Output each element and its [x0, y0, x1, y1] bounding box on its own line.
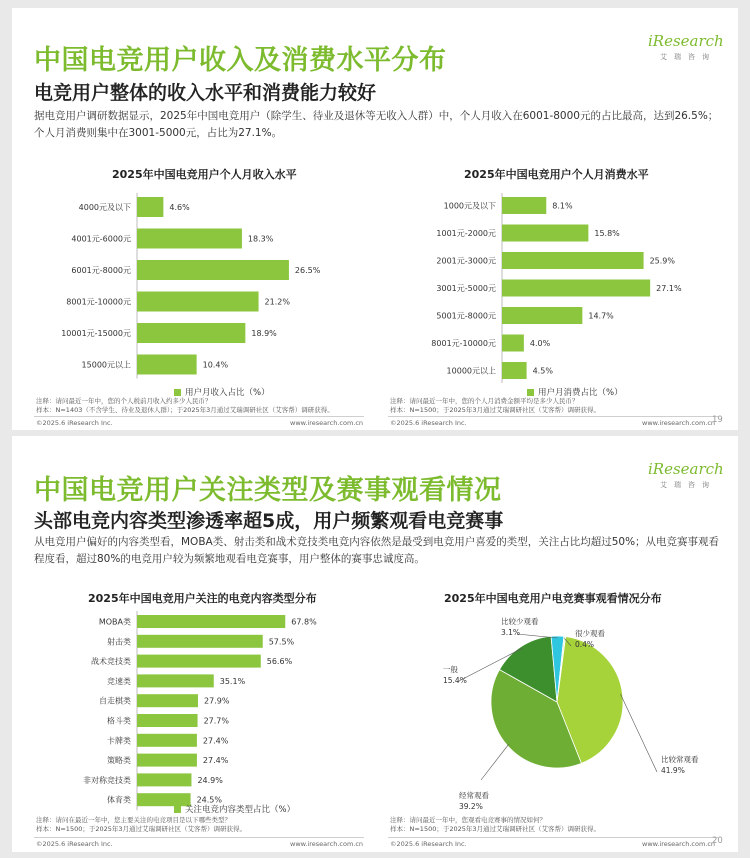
category-label: 1000元及以下 [443, 201, 496, 211]
data-label: 18.3% [247, 234, 274, 244]
data-label: 27.4% [202, 736, 229, 746]
leader-line [481, 744, 509, 780]
pie-category-label: 一般 [443, 665, 458, 674]
data-label: 18.9% [251, 329, 277, 338]
legend-label: 关注电竞内容类型占比（%） [185, 805, 296, 815]
data-label: 14.7% [588, 311, 614, 321]
data-label: 25.9% [649, 256, 676, 266]
copyright: ©2025.6 iResearch Inc. [390, 840, 467, 848]
data-label: 8.1% [552, 201, 573, 211]
pie-value-label: 0.4% [575, 640, 595, 649]
logo-brand: iResearch [648, 32, 724, 50]
legend-swatch [527, 389, 534, 396]
bar [137, 260, 289, 280]
data-label: 24.9% [197, 775, 223, 785]
website: www.iresearch.com.cn [642, 840, 716, 848]
category-label: 4001元-6000元 [71, 234, 131, 244]
logo-brand: iResearch [648, 460, 724, 478]
bar [137, 615, 285, 628]
category-label: 5001元-8000元 [436, 311, 496, 321]
chart-title-income: 2025年中国电竞用户个人月收入水平 [112, 168, 297, 181]
note-line: 样本：N=1500；于2025年3月通过艾瑞调研社区（艾客帮）调研获得。 [390, 825, 601, 833]
copyright: ©2025.6 iResearch Inc. [390, 419, 467, 427]
category-label: 射击类 [107, 637, 131, 647]
note-line: 注释：请问最近一年中，您观看电竞赛事的情况如何？ [390, 816, 546, 824]
bar [137, 655, 261, 668]
pie-value-label: 15.4% [443, 676, 467, 685]
note-line: 样本：N=1403（不含学生、待业及退休人群）；于2025年3月通过艾瑞调研社区（艾客帮）调研获得。 [36, 406, 334, 414]
iresearch-logo [648, 460, 724, 500]
bar [137, 323, 245, 343]
category-label: 自走棋类 [99, 696, 131, 706]
category-label: 1001元-2000元 [436, 229, 496, 238]
bar [502, 225, 588, 242]
bar [137, 292, 259, 312]
footer-divider [34, 837, 364, 838]
category-label: MOBA类 [98, 617, 131, 627]
footer-divider [388, 837, 718, 838]
note-consumption [390, 397, 600, 415]
bar [137, 229, 242, 249]
note-income [36, 397, 334, 415]
data-label: 4.5% [532, 366, 553, 376]
note-line: 注释：请问在最近一年中，您主要关注的电竞项目是以下哪些类型？ [36, 816, 231, 824]
iresearch-logo [648, 32, 724, 72]
page-description: 从电竞用户偏好的内容类型看，MOBA类、射击类和战术竞技类电竞内容依然是最受到电竞用户喜爱的类型，关注占比均超过50%；从电竞赛事观看程度看，超过80%的电竞用户较为频繁地观看电竞赛事，用户整体的赛事忠诚度高。 [34, 536, 720, 565]
category-label: 8001元-10000元 [66, 297, 131, 307]
category-label: 6001元-8000元 [71, 266, 131, 275]
data-label: 26.5% [294, 266, 321, 275]
page-title: 中国电竞用户关注类型及赛事观看情况 [34, 475, 502, 506]
data-label: 24.5% [196, 795, 222, 805]
category-label: 3001元-5000元 [436, 284, 496, 293]
category-label: 竞速类 [107, 676, 131, 686]
data-label: 35.1% [219, 676, 246, 686]
slide-income-consumption [12, 8, 738, 430]
chart-title-viewing: 2025年中国电竞用户电竞赛事观看情况分布 [444, 592, 662, 605]
note-line: 样本：N=1500；于2025年3月通过艾瑞调研社区（艾客帮）调研获得。 [390, 406, 601, 414]
category-label: 卡牌类 [107, 736, 131, 746]
category-label: 10000元以上 [446, 366, 496, 376]
logo-cn: 艾瑞咨询 [660, 53, 716, 61]
page-number: 19 [712, 415, 723, 425]
category-label: 非对称竞技类 [83, 775, 131, 785]
note-line: 注释：请问最近一年中，您的个人税前月收入约多少人民币？ [36, 397, 212, 405]
bar [502, 197, 546, 214]
website: www.iresearch.com.cn [642, 419, 716, 427]
data-label: 27.4% [202, 756, 229, 766]
category-label: 15000元以上 [81, 360, 131, 370]
category-label: 战术竞技类 [91, 657, 131, 667]
data-label: 57.5% [268, 637, 295, 647]
page-subtitle: 电竞用户整体的收入水平和消费能力较好 [34, 82, 377, 104]
pie-value-label: 3.1% [501, 628, 521, 637]
bar [502, 335, 524, 352]
bar [137, 773, 191, 786]
note-content-types [36, 816, 246, 834]
page-number: 20 [712, 836, 723, 846]
category-label: 格斗类 [107, 716, 131, 726]
copyright: ©2025.6 iResearch Inc. [36, 419, 113, 427]
data-label: 56.6% [266, 657, 293, 667]
legend-swatch [174, 806, 181, 813]
footer-divider [388, 416, 718, 417]
legend-swatch [174, 389, 181, 396]
website: www.iresearch.com.cn [290, 419, 364, 427]
data-label: 67.8% [291, 617, 317, 627]
bar [502, 252, 644, 269]
website: www.iresearch.com.cn [290, 840, 364, 848]
note-viewing [390, 816, 600, 834]
leader-line [621, 694, 658, 772]
bar [502, 362, 527, 379]
data-label: 21.2% [264, 297, 290, 307]
category-label: 10001元-15000元 [61, 329, 131, 338]
data-label: 4.0% [529, 339, 551, 348]
bar [137, 694, 198, 707]
pie-value-label: 41.9% [661, 766, 685, 775]
bar [137, 355, 197, 375]
viewing-pie-chart [388, 606, 718, 826]
bar [137, 734, 197, 747]
category-label: 8001元-10000元 [431, 339, 496, 348]
chart-title-content-types: 2025年中国电竞用户关注的电竞内容类型分布 [88, 592, 317, 605]
bar [502, 280, 650, 297]
legend-content-types [174, 803, 295, 815]
pie-category-label: 比较少观看 [501, 617, 539, 626]
note-line: 样本：N=1500；于2025年3月通过艾瑞调研社区（艾客帮）调研获得。 [36, 825, 247, 833]
chart-title-consumption: 2025年中国电竞用户个人月消费水平 [464, 168, 649, 181]
bar [137, 714, 198, 727]
note-line: 注释：请问最近一年中，您的个人月消费金额平均是多少人民币？ [390, 397, 579, 405]
category-label: 策略类 [107, 756, 131, 766]
data-label: 27.9% [204, 696, 230, 706]
footer-divider [34, 416, 364, 417]
category-label: 体育类 [107, 795, 131, 805]
pie-category-label: 经常观看 [459, 791, 489, 800]
legend-label: 用户月收入占比（%） [185, 388, 270, 398]
data-label: 27.7% [203, 716, 229, 726]
data-label: 4.6% [169, 203, 190, 212]
legend-label: 用户月消费占比（%） [538, 388, 623, 398]
pie-category-label: 比较常观看 [661, 755, 699, 764]
data-label: 10.4% [202, 360, 229, 370]
logo-cn: 艾瑞咨询 [660, 481, 716, 489]
bar [137, 635, 263, 648]
copyright: ©2025.6 iResearch Inc. [36, 840, 113, 848]
category-label: 4000元及以下 [78, 203, 131, 212]
page-description: 据电竞用户调研数据显示，2025年中国电竞用户（除学生、待业及退休等无收入人群）中，个人月收入在6001-8000元的占比最高，达到26.5%；个人月消费则集中在3001-5000元，占比为27.1%。 [34, 110, 719, 139]
page-subtitle: 头部电竞内容类型渗透率超5成，用户频繁观看电竞赛事 [34, 510, 504, 532]
bar [502, 307, 582, 324]
bar [137, 674, 214, 687]
category-label: 2001元-3000元 [436, 256, 496, 266]
slide-content-types-viewing [12, 436, 738, 852]
bar [137, 197, 163, 217]
data-label: 15.8% [594, 229, 620, 238]
data-label: 27.1% [656, 284, 682, 293]
pie-value-label: 39.2% [459, 802, 483, 811]
pie-category-label: 很少观看 [575, 629, 605, 638]
bar [137, 754, 197, 767]
page-title: 中国电竞用户收入及消费水平分布 [34, 45, 447, 76]
